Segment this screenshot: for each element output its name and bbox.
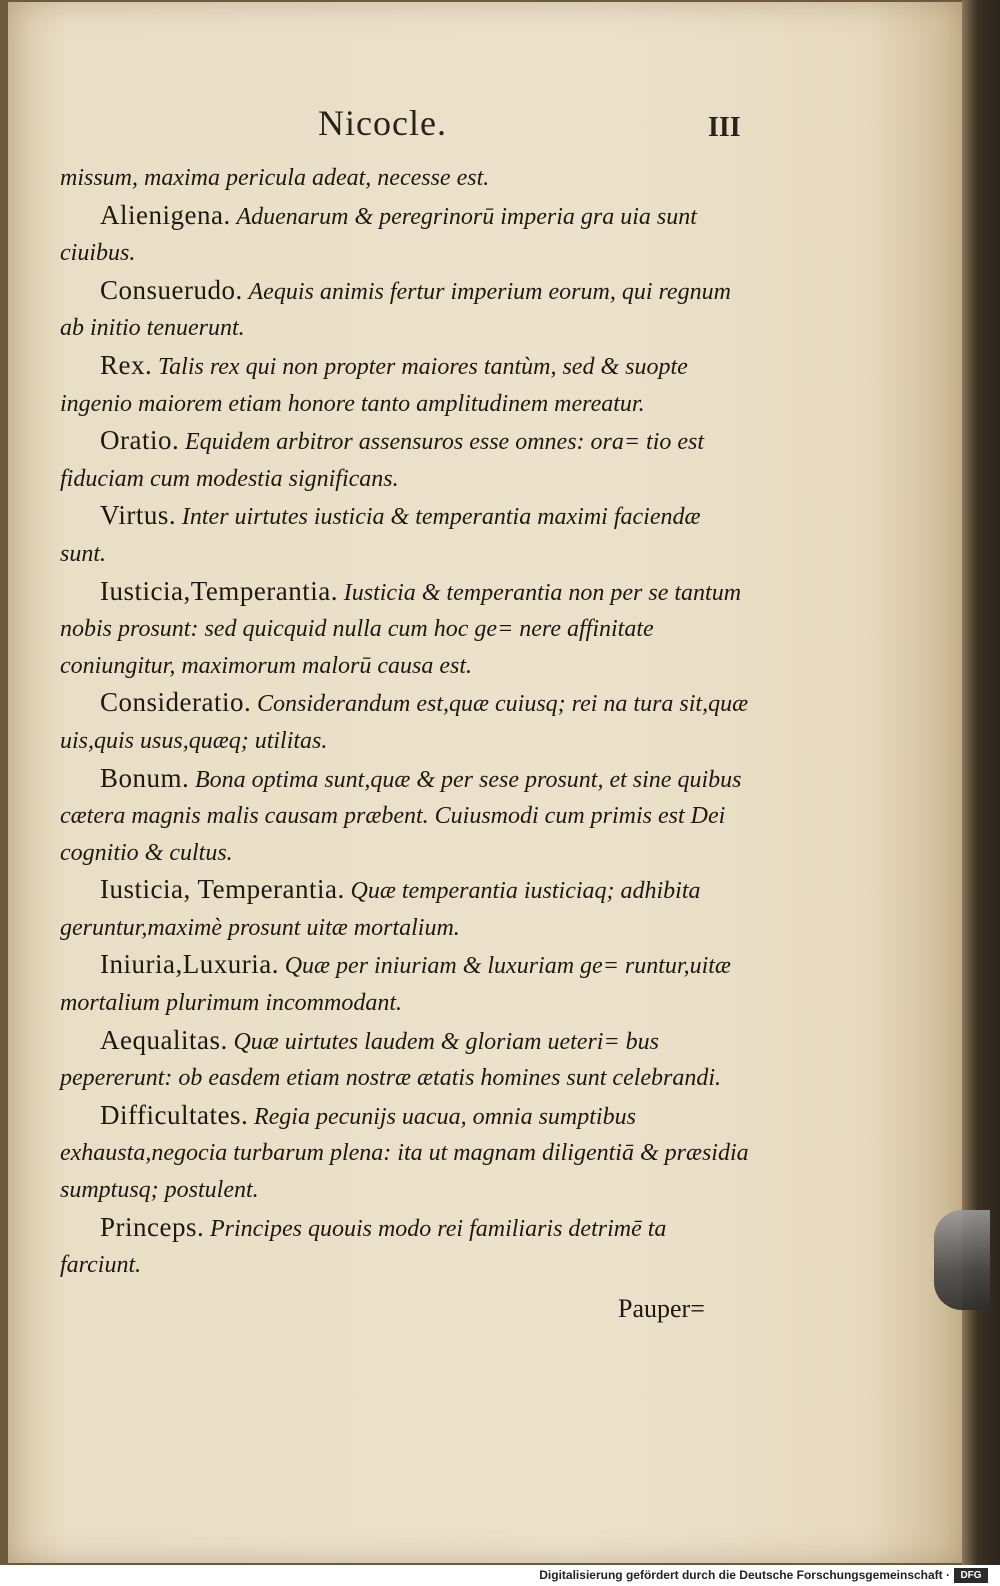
paragraph-body: Quæ per iniuriam & luxuriam ge= runtur,uitæ mortalium plurimum incommodant. xyxy=(60,953,731,1017)
paragraph-heading: Alienigena. xyxy=(100,199,231,230)
paragraph-body: Quæ uirtutes laudem & gloriam ueteri= bus pepererunt: ob easdem etiam nostræ ætatis homines sunt celebrandi. xyxy=(60,1028,722,1092)
paragraph xyxy=(60,871,750,946)
paragraph xyxy=(60,1097,750,1209)
paragraph xyxy=(60,197,750,272)
folio-number: III xyxy=(708,112,741,143)
paragraph xyxy=(60,1022,750,1097)
catchword: Pauper= xyxy=(618,1294,705,1323)
paragraph-heading: Rex. xyxy=(100,349,153,380)
footer-bar xyxy=(0,1565,1000,1586)
paragraph xyxy=(60,422,750,497)
first-line: missum, maxima pericula adeat, necesse est. xyxy=(60,165,490,191)
paragraph-heading: Virtus. xyxy=(100,500,177,531)
paragraph-heading: Oratio. xyxy=(100,425,180,456)
paragraph xyxy=(60,497,750,572)
paragraph xyxy=(60,573,750,685)
paragraph-body: Quæ temperantia iusticiaq; adhibita geruntur,maximè prosunt uitæ mortalium. xyxy=(60,878,701,941)
book-page xyxy=(8,2,964,1563)
paragraph-body: Regia pecunijs uacua, omnia sumptibus exhausta,negocia turbarum plena: ita ut magnam diligentiā & præsidia sumptusq; postulent. xyxy=(60,1103,749,1204)
paragraph-body: Bona optima sunt,quæ & per sese prosunt, et sine quibus cætera magnis malis causam præbent. Cuiusmodi cum primis est Dei cognitio & cultus. xyxy=(60,766,742,866)
paragraph-heading: Difficultates. xyxy=(100,1099,249,1130)
paragraph-heading: Consideratio. xyxy=(100,687,252,718)
paragraph-body: Inter uirtutes iusticia & temperantia maximi faciendæ sunt. xyxy=(60,504,701,567)
paragraph-heading: Iusticia, Temperantia. xyxy=(100,874,345,905)
paragraph xyxy=(60,684,750,759)
paragraph-body: Aequis animis fertur imperium eorum, qui regnum ab initio tenuerunt. xyxy=(60,278,731,342)
paragraph xyxy=(60,272,750,347)
paragraph xyxy=(60,1209,750,1284)
dfg-logo: DFG xyxy=(954,1568,988,1583)
funding-credit: Digitalisierung gefördert durch die Deutsche Forschungsgemeinschaft · xyxy=(539,1568,950,1582)
paragraph-heading: Aequalitas. xyxy=(100,1024,228,1055)
paragraph xyxy=(60,347,750,422)
paragraph-body: Talis rex qui non propter maiores tantùm, sed & suopte ingenio maiorem etiam honore tanto amplitudinem mereatur. xyxy=(60,353,688,417)
paragraph xyxy=(60,946,750,1021)
running-title: Nicocle. xyxy=(318,103,447,143)
paragraph-body: Aduenarum & peregrinorū imperia gra uia sunt ciuibus. xyxy=(60,203,697,267)
paragraph-heading: Iniuria,Luxuria. xyxy=(100,949,279,980)
page-edge xyxy=(962,0,1000,1565)
paragraph-body: Equidem arbitror assensuros esse omnes: ora= tio est fiduciam cum modestia significans. xyxy=(60,429,705,492)
paragraph-body: Principes quouis modo rei familiaris detrimē ta farciunt. xyxy=(60,1215,667,1279)
paragraph xyxy=(60,760,750,872)
paragraph-heading: Iusticia,Temperantia. xyxy=(100,575,339,606)
paragraph-heading: Consuerudo. xyxy=(100,274,243,305)
paragraph-heading: Bonum. xyxy=(100,762,190,793)
paragraph-body: Iusticia & temperantia non per se tantum nobis prosunt: sed quicquid nulla cum hoc ge= nere affinitate coniungitur, maximorum malorū causa est. xyxy=(60,579,742,679)
paragraph-heading: Princeps. xyxy=(100,1211,205,1242)
body-text xyxy=(60,160,750,1284)
page-clip xyxy=(934,1210,990,1310)
paragraph-body: Considerandum est,quæ cuiusq; rei na tura sit,quæ uis,quis usus,quæq; utilitas. xyxy=(60,691,749,754)
